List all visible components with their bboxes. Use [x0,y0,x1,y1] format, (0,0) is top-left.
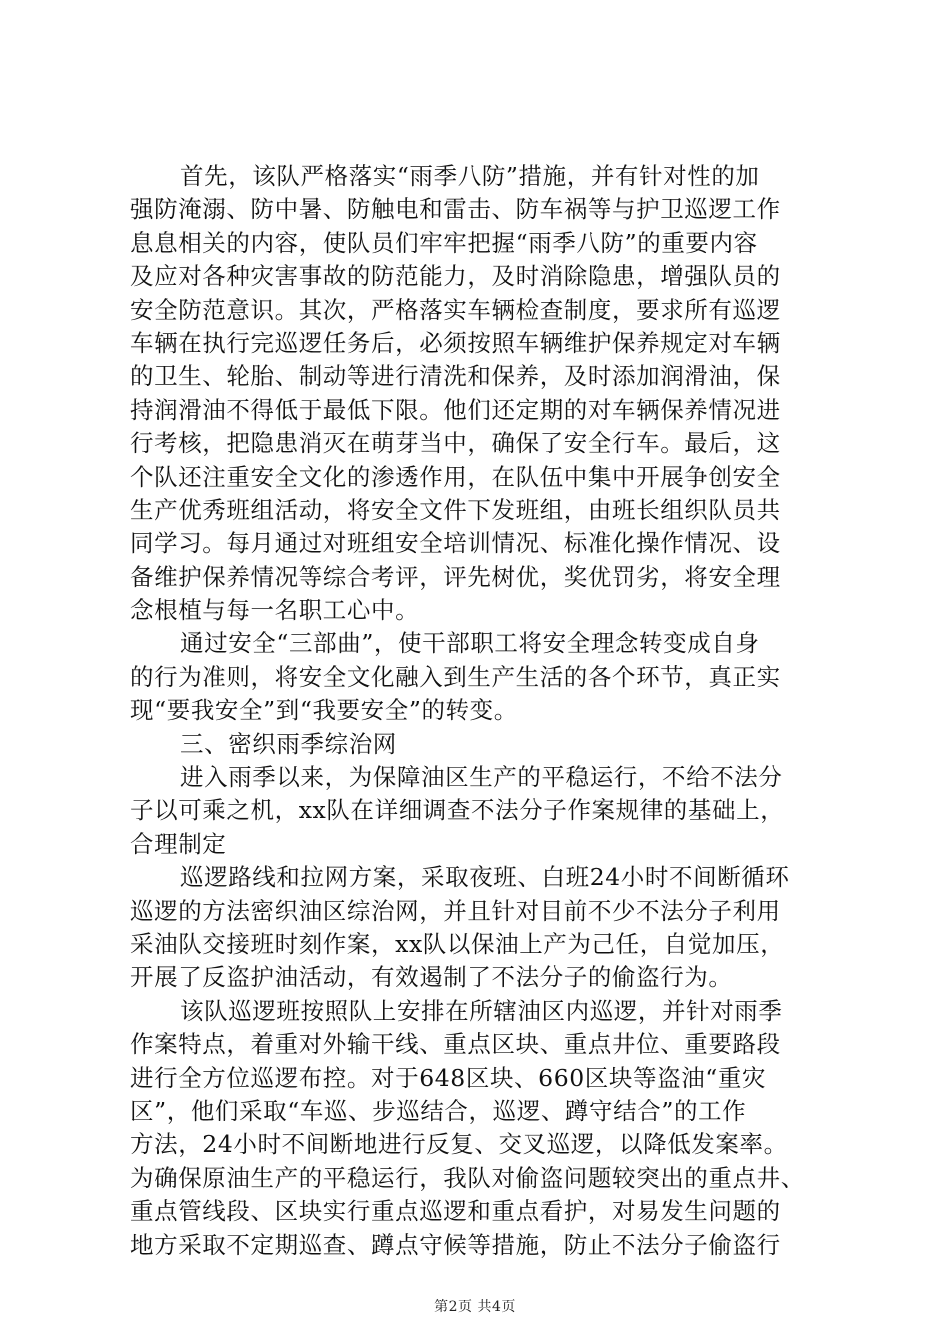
text-line: 现“要我安全”到“我要安全”的转变。 [130,696,518,725]
text-line: 作案特点，着重对外输干线、重点区块、重点井位、重要路段 [130,1030,781,1059]
text-line: 重点管线段、区块实行重点巡逻和重点看护，对易发生问题的 [130,1197,781,1226]
text-line: 个队还注重安全文化的渗透作用，在队伍中集中开展争创安全 [130,462,781,491]
text-line: 备维护保养情况等综合考评，评先树优，奖优罚劣，将安全理 [130,562,781,591]
text-line: 首先，该队严格落实“雨季八防”措施，并有针对性的加 [180,162,760,190]
text-line: 巡逻路线和拉网方案，采取夜班、白班24小时不间断循环 [180,863,790,892]
text-line: 念根植与每一名职工心中。 [130,596,420,625]
text-line: 该队巡逻班按照队上安排在所辖油区内巡逻，并针对雨季 [180,996,783,1025]
text-line: 持润滑油不得低于最低下限。他们还定期的对车辆保养情况进 [130,395,781,424]
text-line: 区”，他们采取“车巡、步巡结合，巡逻、蹲守结合”的工作 [130,1096,747,1125]
page-footer: 第2页 共4页 [434,1299,516,1315]
text-line: 开展了反盗护油活动，有效遏制了不法分子的偷盗行为。 [130,963,733,992]
text-line: 为确保原油生产的平稳运行，我队对偷盗问题较突出的重点井、 [130,1163,805,1192]
text-line: 地方采取不定期巡查、蹲点守候等措施，防止不法分子偷盗行 [130,1230,781,1259]
text-line: 行考核，把隐患消灭在萌芽当中，确保了安全行车。最后，这 [130,429,781,458]
text-line: 及应对各种灾害事故的防范能力，及时消除隐患，增强队员的 [130,262,781,291]
text-line: 进行全方位巡逻布控。对于648区块、660区块等盗油“重灾 [130,1063,767,1092]
text-line: 生产优秀班组活动，将安全文件下发班组，由班长组织队员共 [130,495,781,524]
text-line: 同学习。每月通过对班组安全培训情况、标准化操作情况、设 [130,529,781,558]
text-line: 车辆在执行完巡逻任务后，必须按照车辆维护保养规定对车辆 [130,328,781,357]
text-line: 的行为准则，将安全文化融入到生产生活的各个环节，真正实 [130,662,781,691]
text-line: 方法，24小时不间断地进行反复、交叉巡逻，以降低发案率。 [130,1130,788,1159]
body-text [130,160,826,1262]
text-line: 强防淹溺、防中暑、防触电和雷击、防车祸等与护卫巡逻工作 [130,195,781,224]
text-line: 进入雨季以来，为保障油区生产的平稳运行，不给不法分 [180,763,783,792]
text-line: 三、密织雨季综治网 [180,729,397,758]
text-line: 采油队交接班时刻作案，xx队以保油上产为己任，自觉加压， [130,929,785,958]
text-line: 安全防范意识。其次，严格落实车辆检查制度，要求所有巡逻 [130,295,781,324]
text-line: 的卫生、轮胎、制动等进行清洗和保养，及时添加润滑油，保 [130,362,781,391]
text-line: 巡逻的方法密织油区综治网，并且针对目前不少不法分子利用 [130,896,781,925]
text-line: 通过安全“三部曲”，使干部职工将安全理念转变成自身 [180,629,760,658]
text-line: 合理制定 [130,829,227,858]
text-line: 息息相关的内容，使队员们牢牢把握“雨季八防”的重要内容 [130,228,758,257]
text-line: 子以可乘之机，xx队在详细调查不法分子作案规律的基础上， [130,796,785,825]
